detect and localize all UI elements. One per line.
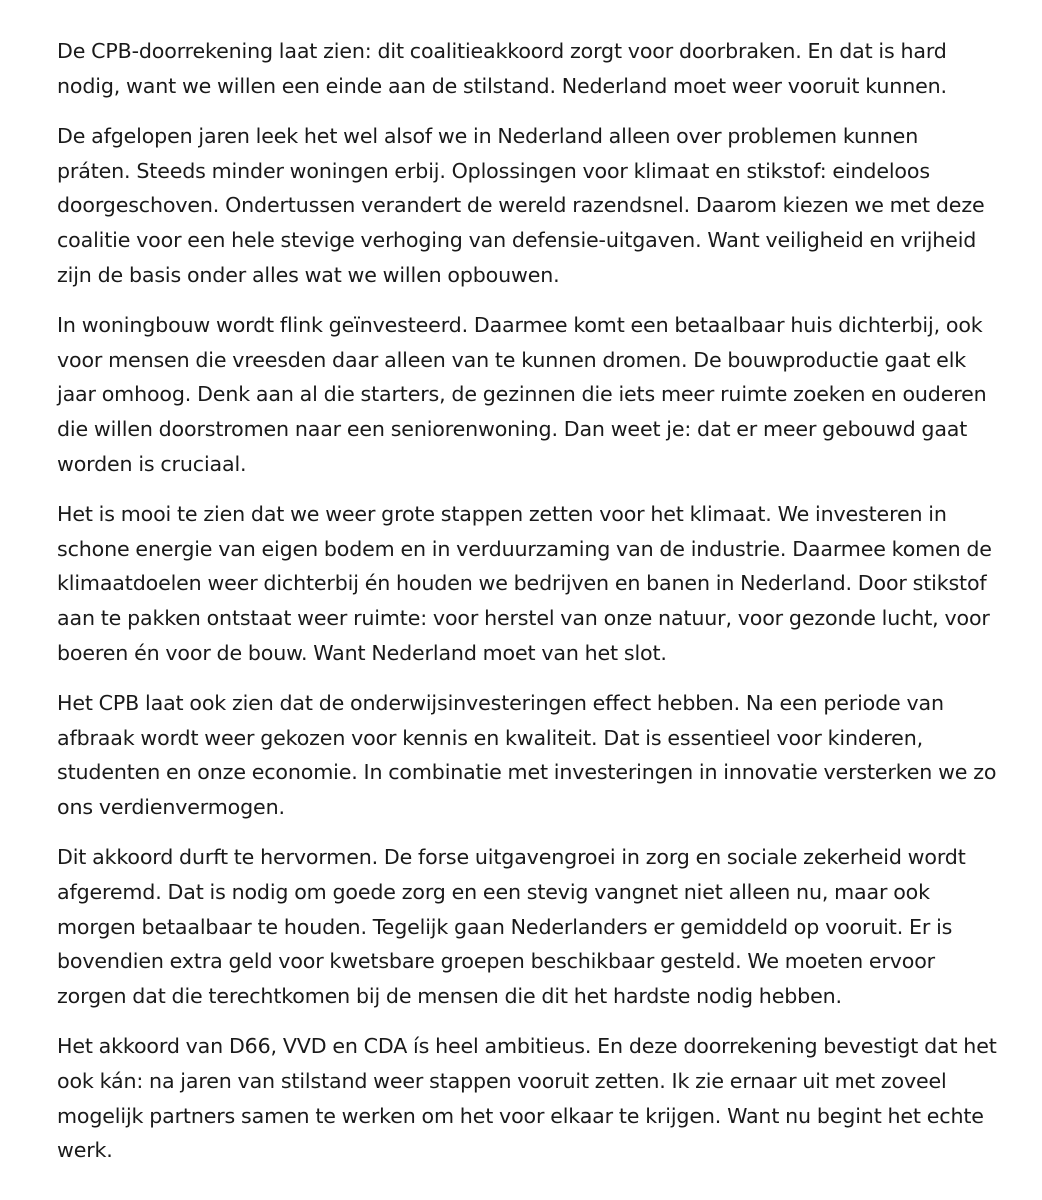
statement-document xyxy=(57,34,997,1168)
paragraph-cpb-intro: De CPB-doorrekening laat zien: dit coalitieakkoord zorgt voor doorbraken. En dat is hard nodig, want we willen een einde aan de stilstand. Nederland moet weer vooruit kunnen. xyxy=(57,39,947,98)
paragraph-woningbouw: In woningbouw wordt flink geïnvesteerd. Daarmee komt een betaalbaar huis dichterbij, ook voor mensen die vreesden daar alleen van te kunnen dromen. De bouwproductie gaat elk jaar omhoog. Denk aan al die starters, de gezinnen die iets meer ruimte zoeken en ouderen die willen doorstromen naar een seniorenwoning. Dan weet je: dat er meer gebouwd gaat worden is cruciaal. xyxy=(57,313,987,476)
paragraph-onderwijs: Het CPB laat ook zien dat de onderwijsinvesteringen effect hebben. Na een periode van afbraak wordt weer gekozen voor kennis en kwaliteit. Dat is essentieel voor kinderen, studenten en onze economie. In combinatie met investeringen in innovatie versterken we zo ons verdienvermogen. xyxy=(57,691,997,819)
paragraph-stilstand: De afgelopen jaren leek het wel alsof we in Nederland alleen over problemen kunnen práten. Steeds minder woningen erbij. Oplossingen voor klimaat en stikstof: eindeloos doorgeschoven. Ondertussen verandert de wereld razendsnel. Daarom kiezen we met deze coalitie voor een hele stevige verhoging van defensie-uitgaven. Want veiligheid en vrijheid zijn de basis onder alles wat we willen opbouwen. xyxy=(57,124,985,287)
paragraph-hervormen: Dit akkoord durft te hervormen. De forse uitgavengroei in zorg en sociale zekerheid wordt afgeremd. Dat is nodig om goede zorg en een stevig vangnet niet alleen nu, maar ook morgen betaalbaar te houden. Tegelijk gaan Nederlanders er gemiddeld op vooruit. Er is bovendien extra geld voor kwetsbare groepen beschikbaar gesteld. We moeten ervoor zorgen dat die terechtkomen bij de mensen die dit het hardste nodig hebben. xyxy=(57,845,966,1008)
paragraph-conclusie: Het akkoord van D66, VVD en CDA ís heel ambitieus. En deze doorrekening bevestigt dat het ook kán: na jaren van stilstand weer stappen vooruit zetten. Ik zie ernaar uit met zoveel mogelijk partners samen te werken om het voor elkaar te krijgen. Want nu begint het echte werk. xyxy=(57,1034,997,1163)
paragraph-klimaat: Het is mooi te zien dat we weer grote stappen zetten voor het klimaat. We investeren in schone energie van eigen bodem en in verduurzaming van de industrie. Daarmee komen de klimaatdoelen weer dichterbij én houden we bedrijven en banen in Nederland. Door stikstof aan te pakken ontstaat weer ruimte: voor herstel van onze natuur, voor gezonde lucht, voor boeren én voor de bouw. Want Nederland moet van het slot. xyxy=(57,502,992,665)
